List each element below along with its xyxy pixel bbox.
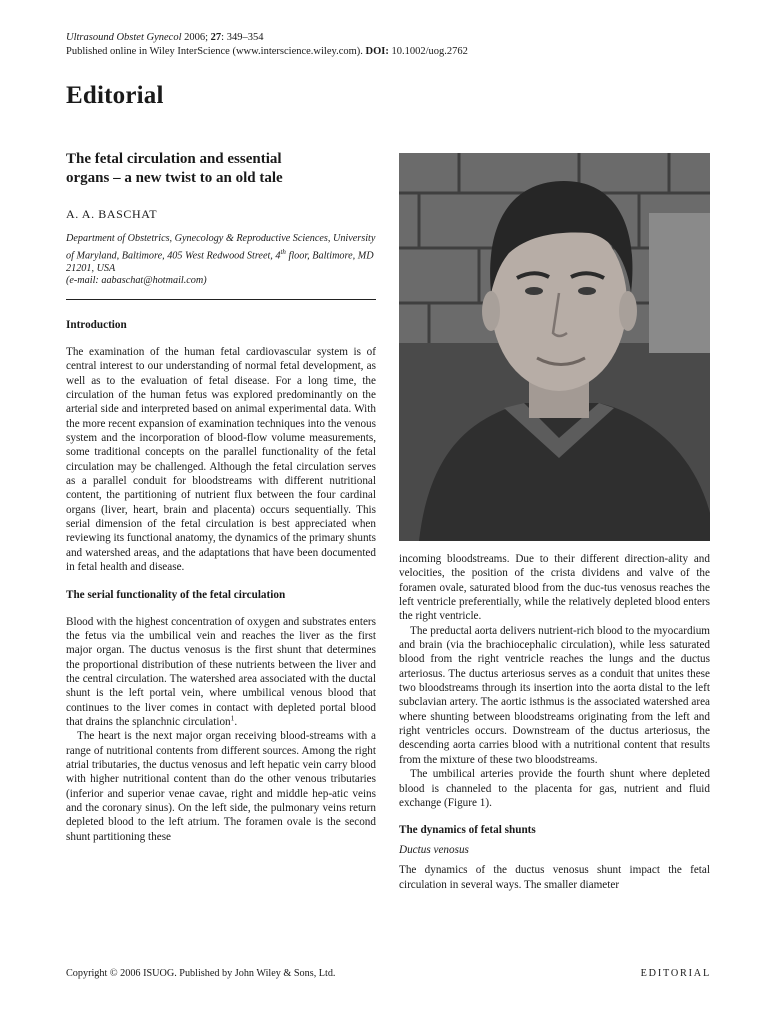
introduction-paragraph: The examination of the human fetal cardiovascular system is of central interest to our understanding of normal fetal development, as well as to the evaluation of fetal disease. For a long time, the circulation of the human fetus was explored predominantly on the arterial side and interpreted based on animal experimental data. With the more recent expansion of examination techniques into the venous system and the incorporation of blood-flow volume measurements, some traditional concepts on the parallel functionality of the fetal circulation may be challenged. Although the fetal circulation serves as a parallel conduit for bloodstreams with different nutritional content, the partitioning of nutrient flux between the four cardinal organs (liver, heart, brain and placenta) occurs sequentially. This serial dimension of the fetal circulation is best appreciated when reviewing its functional anatomy, the dynamics of the primary shunts and watershed areas, and the adaptations that have been documented in fetal health and disease. bbox=[66, 346, 376, 574]
dynamics-paragraph-1: The dynamics of the ductus venosus shunt impact the fetal circulation in several ways. The smaller diameter bbox=[399, 864, 710, 891]
introduction-heading: Introduction bbox=[66, 319, 127, 331]
publication-line bbox=[66, 45, 468, 59]
article-title-line-1: The fetal circulation and essential bbox=[66, 151, 282, 167]
dynamics-heading: The dynamics of fetal shunts bbox=[399, 824, 536, 837]
author-photo bbox=[399, 153, 710, 541]
serial-functionality-heading: The serial functionality of the fetal circulation bbox=[66, 588, 286, 601]
author-email: (e-mail: aabaschat@hotmail.com) bbox=[66, 275, 207, 287]
section-heading: Editorial bbox=[66, 82, 164, 109]
footer-section-label: EDITORIAL bbox=[640, 968, 711, 979]
doi-value: 10.1002/uog.2762 bbox=[388, 46, 468, 57]
left-column bbox=[66, 318, 376, 844]
journal-pages: : 349–354 bbox=[221, 32, 264, 43]
serial-paragraph-1-text: Blood with the highest concentration of oxygen and substrates enters the fetus via the umbilical vein and reaches the liver as the first major organ. The ductus venosus is the first shunt that determines the proportional distribution of these nutrients between the liver and the central circulation. The watershed area associated with the ductal shunt is the left portal vein, where umbilical venous blood that continues to the liver comes in contact with depleted portal blood that drains the splanchnic circulation bbox=[66, 615, 376, 728]
author-portrait-image bbox=[399, 153, 710, 541]
journal-line bbox=[66, 31, 468, 45]
divider-rule bbox=[66, 299, 376, 300]
affiliation-text-cont: floor, Baltimore, MD 21201, USA bbox=[66, 249, 374, 274]
serial-paragraph-1 bbox=[66, 615, 376, 730]
article-title bbox=[66, 150, 366, 188]
journal-citation bbox=[66, 31, 468, 59]
serial-paragraph-3: The preductal aorta delivers nutrient-rich blood to the myocardium and brain (via the brachiocephalic circulation), while less saturated blood from the right ventricle reaches the lungs and the ductus arteriosus. The ductus arteriosus serves as a conduit that unites these two bloodstreams through its insertion into the aorta distal to the left subclavian artery. The aortic isthmus is the associated watershed area where shunting between bloodstreams originating from the left and right ventricles occurs. Downstream of the ductus arteriosus, the descending aorta carries blood with a nutritional content that results from the mixture of these two bloodstreams. bbox=[399, 624, 710, 766]
journal-name: Ultrasound Obstet Gynecol bbox=[66, 32, 182, 43]
author-affiliation bbox=[66, 233, 376, 288]
reference-1: 1 bbox=[230, 713, 235, 723]
ductus-venosus-subheading: Ductus venosus bbox=[399, 844, 469, 857]
published-online: Published online in Wiley InterScience (www.interscience.wiley.com). bbox=[66, 46, 366, 57]
journal-volume: 27 bbox=[210, 32, 222, 43]
author-name: A. A. BASCHAT bbox=[66, 207, 158, 221]
copyright-notice: Copyright © 2006 ISUOG. Published by John Wiley & Sons, Ltd. bbox=[66, 968, 336, 979]
serial-paragraph-2: The heart is the next major organ receiving blood-streams with a range of nutritional contents from different sources. Among the right atrial tributaries, the ductus venosus and left hepatic vein carry blood with higher nutritional content than do the other venous tributaries (inferior and superior venae cavae, right and middle hep-atic veins and the coronary sinus). On the left side, the pulmonary veins return depleted blood to the left atrium. The foramen ovale is the second shunt partitioning these bbox=[66, 730, 376, 843]
article-title-line-2: organs – a new twist to an old tale bbox=[66, 170, 283, 186]
serial-paragraph-4: The umbilical arteries provide the fourth shunt where depleted blood is channeled to the placenta for gas, nutrient and fluid exchange (Figure 1). bbox=[399, 768, 710, 809]
affiliation-superscript: th bbox=[280, 247, 286, 256]
right-column bbox=[399, 552, 710, 892]
affiliation-text: Department of Obstetrics, Gynecology & Reproductive Sciences, University of Maryland, Baltimore, 405 West Redwood Street, 4 bbox=[66, 233, 376, 261]
doi-label: DOI: bbox=[365, 46, 389, 57]
serial-paragraph-1-end: . bbox=[234, 715, 238, 728]
journal-year: 2006; bbox=[181, 32, 211, 43]
serial-paragraph-2-continued: incoming bloodstreams. Due to their different direction-ality and velocities, the position of the crista dividens and valve of the foramen ovale, saturated blood from the duc-tus venosus reaches the left ventricle preferentially, while the relatively depleted blood enters the right ventricle. bbox=[399, 553, 710, 623]
